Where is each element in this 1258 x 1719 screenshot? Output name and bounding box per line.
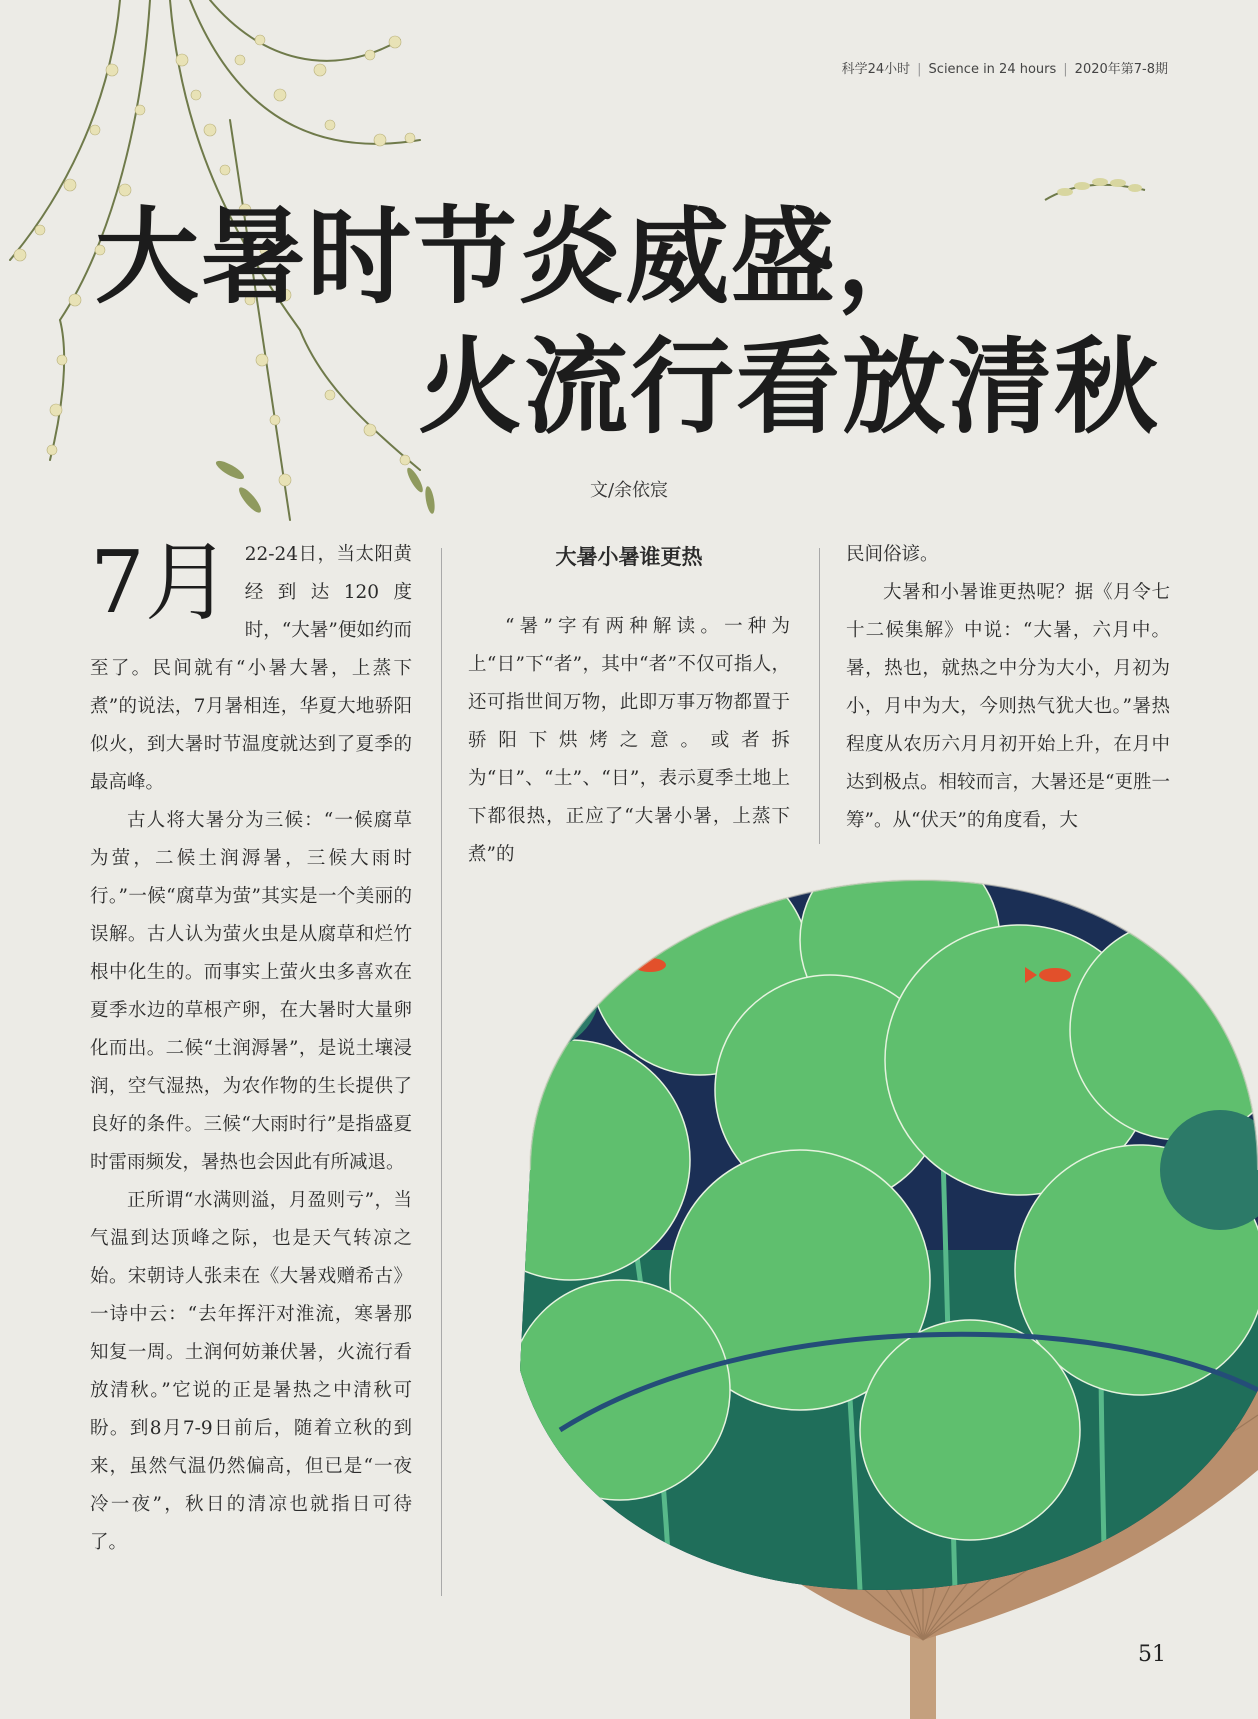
page-number: 51 — [1138, 1642, 1166, 1667]
paragraph-text: 22-24日，当太阳黄经到达120度时，“大暑”便如约而至了。民间就有“小暑大暑，上蒸下煮”的说法，7月暑相连，华夏大地骄阳似火，到大暑时节温度就达到了夏季的最高峰。 — [90, 544, 412, 793]
title-line-1: 大暑时节炎威盛， — [95, 196, 944, 318]
paragraph: 正所谓“水满则溢，月盈则亏”，当气温到达顶峰之际，也是天气转凉之始。宋朝诗人张耒在《大暑戏赠希古》一诗中云：“去年挥汗对淮流，寒暑那知复一周。土润何妨兼伏暑，火流行看放清秋。”它说的正是暑热之中清秋可盼。到8月7-9日前后，随着立秋的到来，虽然气温仍然偏高，但已是“一夜冷一夜”，秋日的清凉也就指日可待了。 — [90, 1190, 412, 1553]
title-line-2: 火流行看放清秋 — [417, 326, 1160, 448]
column-divider — [819, 548, 820, 844]
paragraph: 民间俗谚。 — [846, 544, 939, 565]
magazine-name-en: Science in 24 hours — [928, 62, 1057, 77]
paragraph: “暑”字有两种解读。一种为上“日”下“者”，其中“者”不仅可指人，还可指世间万物，此即万事万物都置于骄阳下烘烤之意。或者拆为“日”、“土”、“日”，表示夏季土地上下都很热，正应了“大暑小暑，上蒸下煮”的 — [468, 616, 790, 865]
lotus-fan-illustration — [500, 870, 1258, 1719]
running-header: 科学24小时 | Science in 24 hours | 2020年第7-8期 — [841, 62, 1168, 77]
section-heading: 大暑小暑谁更热 — [555, 545, 703, 569]
article-column-3 — [846, 536, 1170, 840]
article-column-1 — [90, 533, 412, 1562]
magazine-name: 科学24小时 — [841, 62, 911, 77]
paragraph: 大暑和小暑谁更热呢？据《月令七十二候集解》中说：“大暑，六月中。暑，热也，就热之中分为大小，月初为小，月中为大，今则热气犹大也。”暑热程度从农历六月月初开始上升，在月中达到极点。相较而言，大暑还是“更胜一筹”。从“伏天”的角度看，大 — [846, 582, 1170, 831]
paragraph: 古人将大暑分为三候：“一候腐草为萤，二候土润溽暑，三候大雨时行。”一候“腐草为萤”其实是一个美丽的误解。古人认为萤火虫是从腐草和烂竹根中化生的。而事实上萤火虫多喜欢在夏季水边的草根产卵，在大暑时大量卵化而出。二候“土润溽暑”，是说土壤浸润，空气湿热，为农作物的生长提供了良好的条件。三候“大雨时行”是指盛夏时雷雨频发，暑热也会因此有所减退。 — [90, 810, 412, 1173]
column-divider — [441, 548, 442, 1596]
article-column-2 — [468, 536, 790, 874]
dropcap: 7月 — [90, 533, 231, 633]
author-byline: 文/余依宸 — [589, 480, 669, 501]
paragraph — [90, 533, 412, 802]
issue-label: 2020年第7-8期 — [1074, 62, 1168, 77]
sprig-illustration — [1040, 160, 1150, 220]
